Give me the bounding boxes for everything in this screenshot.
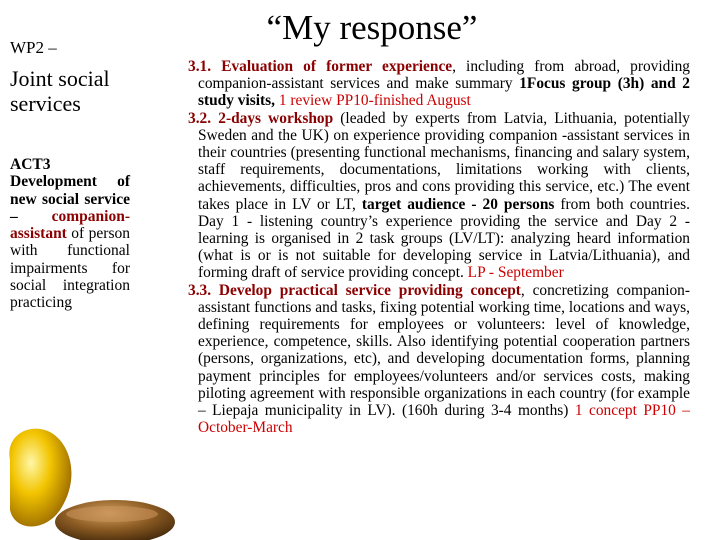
- item-result: 1 review PP10-finished August: [274, 92, 471, 110]
- item-text: , concretizing companion-assistant functions and tasks, fixing potential working time, locations and ways, defining requirements for employees or volunteers: level of knowledge, experience, competence, skills. Also identifying potential cooperation partners (persons, organizations, etc), and developing documentation forms, planning payment principles for employees/volunteers and/or services costs, making piloting agreement with responsible organizations in each country (for example – Liepaja municipality in LV). (160h during 3-4 months): [198, 281, 690, 420]
- item-bold: 1Focus group (3h) and 2 study visits,: [198, 75, 690, 110]
- decorative-gems-image: [0, 420, 180, 540]
- act-heading: ACT3 Development of new social service –: [10, 156, 130, 225]
- wp-label: WP2 –: [10, 38, 57, 57]
- item-result: LP - September: [463, 264, 564, 282]
- item-3-2: [188, 110, 690, 282]
- item-number: 3.2.: [188, 109, 212, 127]
- item-heading: 2-days workshop: [218, 109, 334, 127]
- item-3-1: [188, 58, 690, 110]
- item-number: 3.3.: [188, 281, 212, 299]
- act-body: of person with functional impairments for social integration practicing: [10, 225, 130, 312]
- brown-stone-rim: [66, 506, 158, 522]
- item-result: 1 concept PP10 – October-March: [198, 402, 690, 437]
- item-heading: Develop practical service providing concept: [218, 281, 521, 299]
- item-text-2: from both countries. Day 1 - listening country’s experience providing the service and Day 2 - learning is organised in 2 task groups (LV/LT): analyzing heard information (what is or is not suitable for developing service in Latvia/Lithuania), and forming draft of service providing concept.: [198, 195, 690, 282]
- item-heading: Evaluation of former experience: [221, 58, 453, 75]
- item-number: 3.1.: [188, 58, 212, 75]
- page-title: “My response”: [266, 8, 478, 47]
- item-text: , including from abroad, providing companion-assistant services and make summary: [198, 58, 690, 93]
- act-heading-highlight: companion-assistant: [10, 207, 130, 243]
- item-text: (leaded by experts from Latvia, Lithuania, potentially Sweden and the UK) on experience providing companion -assistant services in their countries (presenting functional mechanisms, financing and salary system, staff requirements, documentations, limitations working with clients, achievements, difficulties, pros and cons providing this service, etc.) The event takes place in LV or LT,: [198, 109, 690, 213]
- response-content: [188, 58, 690, 436]
- item-3-3: [188, 282, 690, 437]
- sidebar-subtitle: Joint social services: [10, 66, 110, 116]
- sidebar: [8, 38, 130, 312]
- item-bold: target audience - 20 persons: [361, 195, 555, 213]
- activity-description: [10, 156, 130, 312]
